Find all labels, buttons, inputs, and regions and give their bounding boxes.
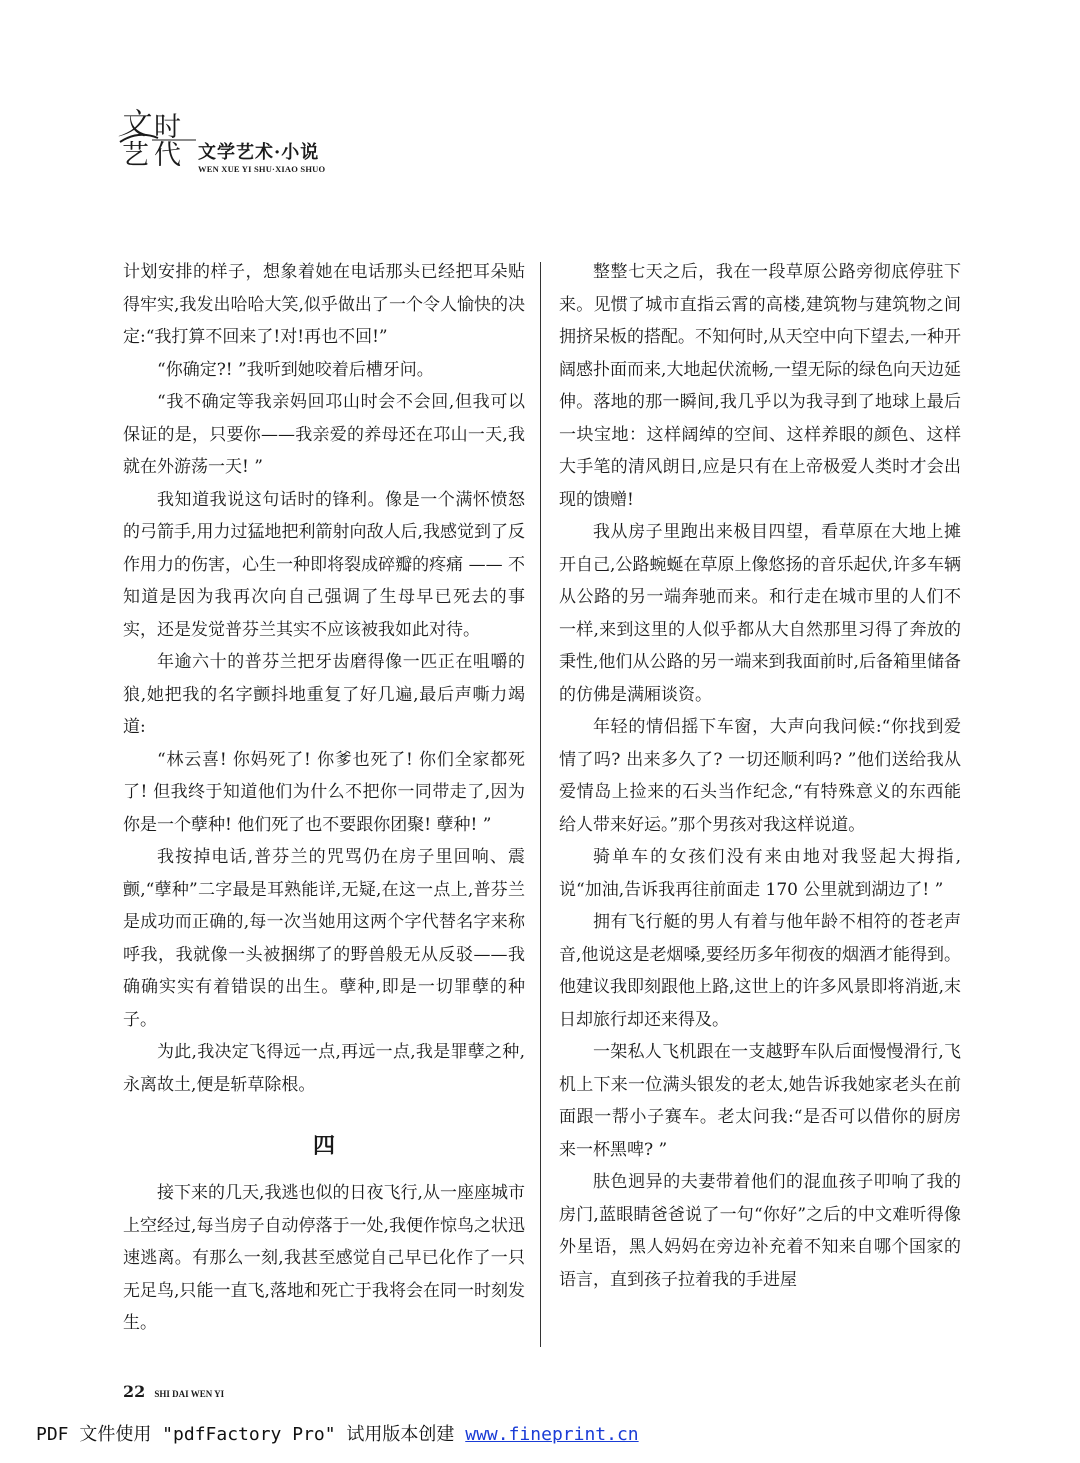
logo-char-shi: 时 xyxy=(154,112,181,143)
page-folio xyxy=(123,1382,224,1401)
column-divider xyxy=(540,262,541,1347)
logo-char-wen: 文 xyxy=(118,107,148,142)
paragraph: 我知道我说这句话时的锋利。像是一个满怀愤怒的弓箭手,用力过猛地把利箭射向敌人后,我感觉到了反作用力的伤害，心生一种即将裂成碎瓣的疼痛 —— 不知道是因为我再次向自己强调了生母早已死去的事实，还是发觉普芬兰其实不应该被我如此对待。 xyxy=(123,489,525,640)
paragraph: 拥有飞行艇的男人有着与他年龄不相符的苍老声音,他说这是老烟嗓,要经历多年彻夜的烟酒才能得到。他建议我即刻跟他上路,这世上的许多风景即将消逝,末日却旅行却还来得及。 xyxy=(559,912,961,1030)
page-header xyxy=(118,108,418,178)
logo-char-yi: 艺 xyxy=(122,140,149,171)
paragraph: 我从房子里跑出来极目四望，看草原在大地上摊开自己,公路蜿蜒在草原上像悠扬的音乐起伏,许多车辆从公路的另一端奔驰而来。和行走在城市里的人们不一样,来到这里的人似乎都从大自然那里习得了奔放的秉性,他们从公路的另一端来到我面前时,后备箱里储备的仿佛是满厢谈资。 xyxy=(559,522,961,705)
paragraph: “你确定?! ”我听到她咬着后槽牙问。 xyxy=(157,359,434,380)
magazine-name: SHI DAI WEN YI xyxy=(154,1389,225,1399)
paragraph: 我按掉电话,普芬兰的咒骂仍在房子里回响、震颤,“孽种”二字最是耳熟能详,无疑,在这一点上,普芬兰是成功而正确的,每一次当她用这两个字代替名字来称呼我，我就像一头被捆绑了的野兽般无从反驳——我确确实实有着错误的出生。孽种,即是一切罪孽的种子。 xyxy=(123,847,525,1030)
page-number: 22 xyxy=(123,1382,146,1401)
paragraph: 肤色迥异的夫妻带着他们的混血孩子叩响了我的房门,蓝眼睛爸爸说了一句“你好”之后的中文难听得像外星语，黑人妈妈在旁边补充着不知来自哪个国家的语言，直到孩子拉着我的手进屋 xyxy=(559,1172,961,1290)
paragraph: 年逾六十的普芬兰把牙齿磨得像一匹正在咀嚼的狼,她把我的名字颤抖地重复了好几遍,最后声嘶力竭道: xyxy=(123,652,525,737)
chapter-heading: 四 xyxy=(312,1133,335,1159)
section-title: 文学艺术·小说 xyxy=(198,142,320,163)
section-subtitle: WEN XUE YI SHU·XIAO SHUO xyxy=(198,164,326,174)
pdf-watermark-footer xyxy=(36,1420,639,1446)
left-column xyxy=(123,256,525,1340)
magazine-logo xyxy=(118,108,198,174)
paragraph: 整整七天之后，我在一段草原公路旁彻底停驻下来。见惯了城市直指云霄的高楼,建筑物与建筑物之间拥挤呆板的搭配。不知何时,从天空中向下望去,一种开阔感扑面而来,大地起伏流畅,一望无际的绿色向天边延伸。落地的那一瞬间,我几乎以为我寻到了地球上最后一块宝地：这样阔绰的空间、这样养眼的颜色、这样大手笔的清风朗日,应是只有在上帝极爱人类时才会出现的馈赠! xyxy=(559,262,961,510)
right-column xyxy=(559,256,961,1296)
paragraph: 年轻的情侣摇下车窗，大声向我问候:“你找到爱情了吗? 出来多久了? 一切还顺利吗? ”他们送给我从爱情岛上捡来的石头当作纪念,“有特殊意义的东西能给人带来好运。”那个男孩对我这样说道。 xyxy=(559,717,961,835)
paragraph: “我不确定等我亲妈回邛山时会不会回,但我可以保证的是，只要你——我亲爱的养母还在邛山一天,我就在外游荡一天! ” xyxy=(123,392,525,477)
paragraph: 骑单车的女孩们没有来由地对我竖起大拇指,说“加油,告诉我再往前面走 170 公里就到湖边了! ” xyxy=(559,847,961,900)
paragraph: 一架私人飞机跟在一支越野车队后面慢慢滑行,飞机上下来一位满头银发的老太,她告诉我她家老头在前面跟一帮小子赛车。老太问我:“是否可以借你的厨房来一杯黑啤? ” xyxy=(559,1042,961,1160)
fineprint-link[interactable]: www.fineprint.cn xyxy=(465,1424,639,1445)
paragraph: 为此,我决定飞得远一点,再远一点,我是罪孽之种,永离故土,便是斩草除根。 xyxy=(123,1042,525,1095)
paragraph: 接下来的几天,我逃也似的日夜飞行,从一座座城市上空经过,每当房子自动停落于一处,我便作惊鸟之状迅速逃离。有那么一刻,我甚至感觉自己早已化作了一只无足鸟,只能一直飞,落地和死亡于我将会在同一时刻发生。 xyxy=(123,1183,525,1333)
paragraph: 计划安排的样子，想象着她在电话那头已经把耳朵贴得牢实,我发出哈哈大笑,似乎做出了一个令人愉快的决定:“我打算不回来了!对!再也不回!” xyxy=(123,262,525,347)
logo-char-dai: 代 xyxy=(154,140,181,171)
paragraph: “林云喜! 你妈死了! 你爹也死了! 你们全家都死了! 但我终于知道他们为什么不把你一同带走了,因为你是一个孽种! 他们死了也不要跟你团聚! 孽种! ” xyxy=(123,749,525,835)
footer-text: PDF 文件使用 "pdfFactory Pro" 试用版本创建 xyxy=(36,1424,466,1445)
